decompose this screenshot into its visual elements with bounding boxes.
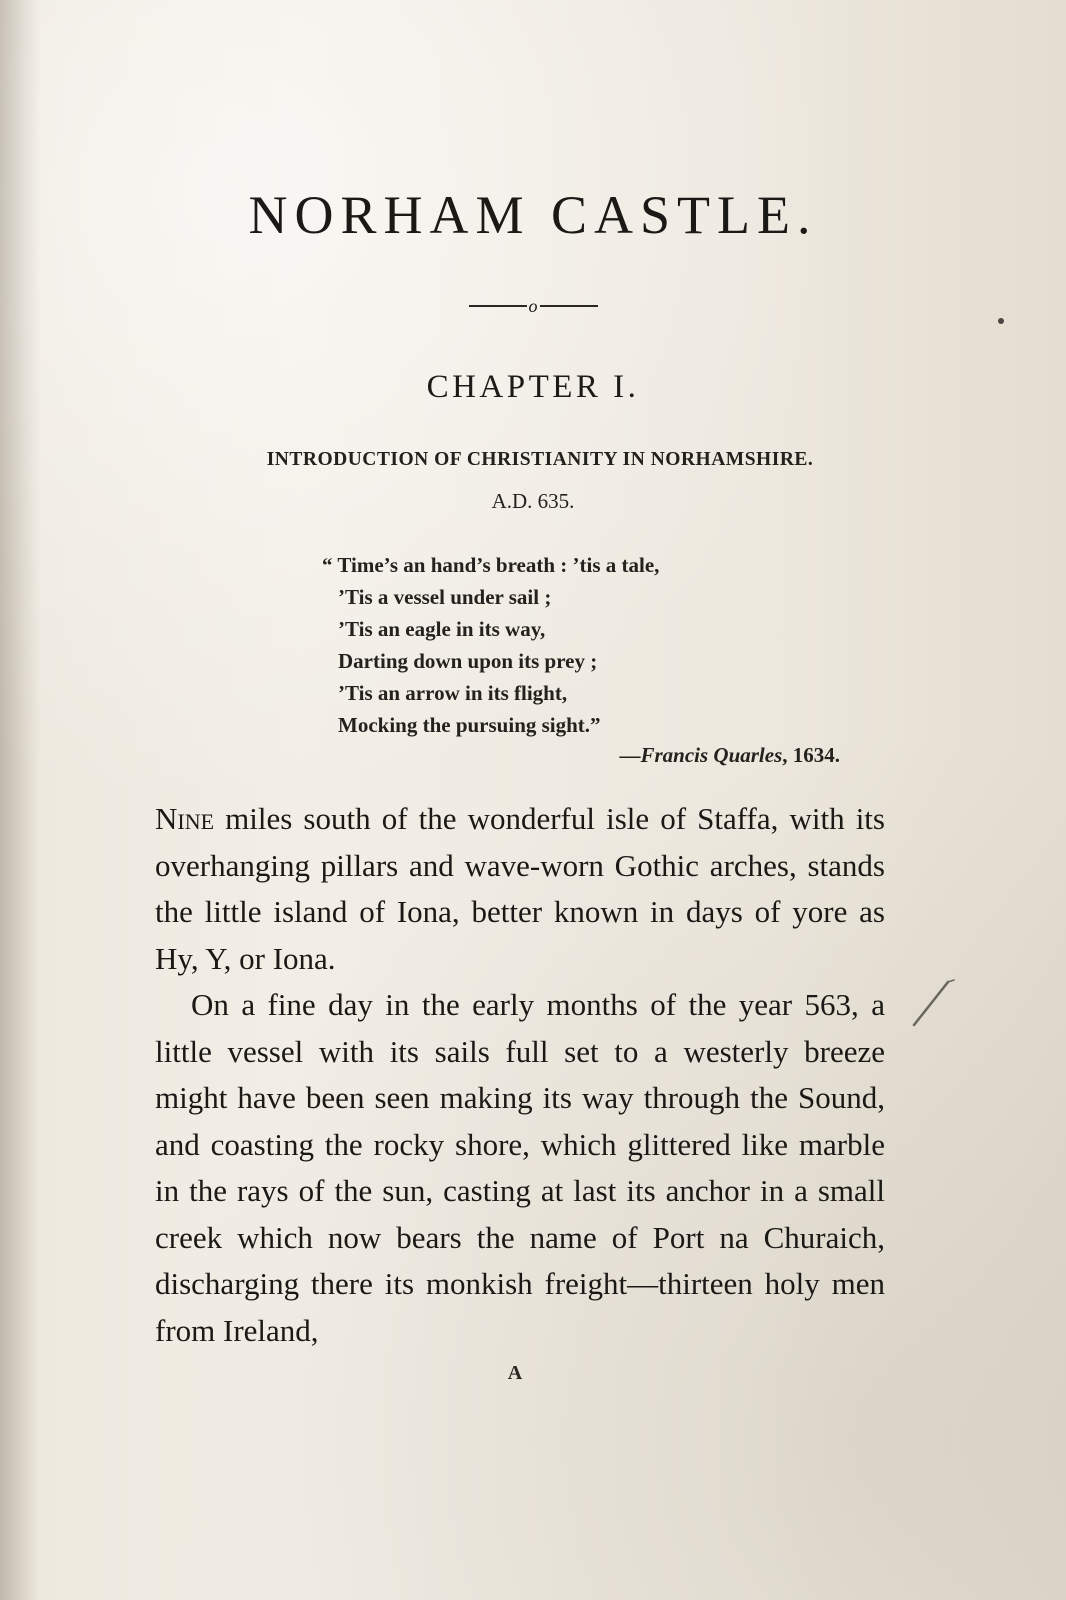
ornament-rule-left (469, 305, 527, 307)
chapter-heading: CHAPTER I. (426, 369, 640, 405)
ornament-rule-right (540, 305, 598, 307)
paper-speck (998, 318, 1004, 324)
attribution-author: Francis Quarles (640, 743, 783, 767)
attribution-year: , 1634. (782, 743, 840, 767)
epigraph (322, 549, 866, 741)
paragraph-lead-word: Nine (155, 801, 215, 836)
attribution-dash: — (619, 743, 641, 767)
epigraph-line: Darting down upon its prey ; (338, 649, 598, 673)
paragraph-1-text: miles south of the wonderful isle of Staffa, with its overhanging pillars and wave-worn Gothic arches, stands the little island of Iona, better known in days of yore as Hy, Y, or Iona. (155, 801, 885, 976)
title-ornament (0, 297, 1066, 315)
epigraph-line: “ Time’s an hand’s breath : ’tis a tale, (322, 553, 660, 577)
epigraph-line: ’Tis a vessel under sail ; (338, 585, 552, 609)
body-text (155, 796, 885, 1354)
pencil-mark-icon (902, 970, 962, 1030)
paragraph-2: On a fine day in the early months of the year 563, a little vessel with its sails full set to a westerly breeze might have been seen making its way through the Sound, and coasting the rocky shore, which glittered like marble in the rays of the sun, casting at last its anchor in a small creek which now bears the name of Port na Churaich, discharging there its monkish freight—thirteen holy men from Ireland, (155, 987, 885, 1348)
epigraph-attribution (520, 743, 840, 768)
ornament-mark: o (528, 296, 538, 316)
epigraph-line: Mocking the pursuing sight.” (338, 713, 601, 737)
epigraph-line: ’Tis an eagle in its way, (338, 617, 546, 641)
signature-mark: A (507, 1362, 523, 1384)
epigraph-line: ’Tis an arrow in its flight, (338, 681, 568, 705)
chapter-date: A.D. 635. (491, 489, 575, 513)
paragraph-1 (155, 796, 885, 982)
book-title: NORHAM CASTLE. (248, 185, 818, 245)
chapter-subtitle: INTRODUCTION OF CHRISTIANITY IN NORHAMSHIRE. (266, 449, 814, 470)
